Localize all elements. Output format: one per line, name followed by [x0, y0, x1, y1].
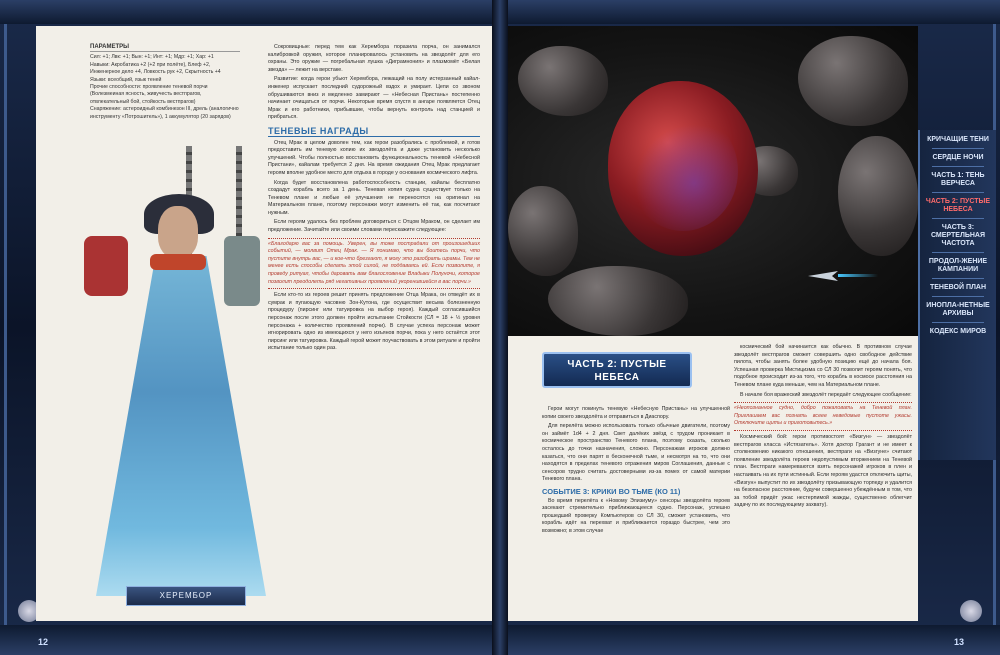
head: [158, 206, 198, 258]
paragraph: Отец Мрак в целом доволен тем, как герои разобрались с проблемой, и готов предоставить им теневую копию их звездолёта и даже установить несколько улучшений. Чтобы полностью восстановить функциональность теневой «Небесной Пристани», кайалам требуется 2 дня. На время ожидания Отец Мрак предлагает героям вполне удобное место для отдыха в городе у основания космического лифта.: [268, 139, 480, 176]
drill-weapon: [84, 236, 128, 296]
heart-station: [608, 81, 758, 256]
part-banner: ЧАСТЬ 2: ПУСТЫЕ НЕБЕСА: [542, 352, 692, 388]
starship: [808, 271, 838, 281]
herembor-illustration: [76, 166, 276, 606]
nav-item-part-3[interactable]: ЧАСТЬ 3: СМЕРТЕЛЬНАЯ ЧАСТОТА: [930, 224, 986, 247]
stat-line: Сил: +1; Лвк: +1; Вын: +1; Инт: +1; Мдр: +1; Хар: +1: [90, 54, 214, 61]
divider: [932, 166, 984, 167]
paragraph: Для перелёта можно использовать только обычные двигатели, поэтому он займёт 1d4 + 2 дня. Свет далёких звёзд с трудом проникает в космическое пространство Теневого плана, поэтому сказать, сколько осталось до точки назначения, сложно. Персонажам игроков должно казаться, что они парят в бесконечной тьме, и несмотря на то, что они находятся в пределах теневого отражения миров Соглашения, данные с сенсоров трудно считать достоверными из-за помех от самой материи Теневого плана.: [542, 423, 730, 483]
divider: [932, 252, 984, 253]
section-title: ТЕНЕВЫЕ НАГРАДЫ: [268, 128, 480, 137]
nav-item-codex-of-worlds[interactable]: КОДЕКС МИРОВ: [929, 328, 987, 335]
nav-item-campaign-continuation[interactable]: ПРОДОЛ-ЖЕНИЕ КАМПАНИИ: [928, 258, 988, 273]
nav-item-part-1[interactable]: ЧАСТЬ 1: ТЕНЬ ВЕРЧЕСА: [931, 172, 985, 187]
paragraph: космический бой начинается как обычно. В противном случае звездолёт вестпрагов сможет совершить одно свободное действие пилота, чтобы занять более удобную позицию ещё до начала боя. Успешная проверка Мистицизма со СЛ 30 позволит героям понять, что подобное происходит из-за того, что корабль в космосе расстояния на Теневом плане куда меньше, чем на Материальном плане.: [734, 344, 912, 388]
left-text-column: [268, 44, 480, 355]
divider: [932, 192, 984, 193]
divider: [932, 278, 984, 279]
right-page: [508, 26, 918, 621]
divider: [932, 148, 984, 149]
asteroid: [508, 186, 578, 276]
nav-item-screaming-shadows[interactable]: КРИЧАЩИЕ ТЕНИ: [927, 136, 989, 143]
page-number-right: 13: [953, 637, 964, 647]
engine-trail: [838, 274, 878, 277]
skull-ornament-right: [960, 600, 982, 622]
paragraph: Когда будет восстановлена работоспособность станции, кайалы бесплатно создадут корабль всего за 1 день. Теневая копия судна существует только на Теневом плане и любые её улучшения не переносятся на оригинал на Материальном плане, поэтому персонажи могут изменить её так, как посчитают нужным.: [268, 179, 480, 216]
paragraph: Развитие: когда герои убьют Херембора, лежащий на полу истерзанный кайал-инженер испускает последний судорожный вздох и умирает. Цепи со звоном обрушиваются вниз и медленно замирают — «Небесная Пристань» постепенно начинает очищаться от порчи. Некоторые время спустя в ангаре появляется Отец Мрак и его работники, прибывшие, чтобы вернуть контроль над станцией и прибраться.: [268, 76, 480, 121]
paragraph: В начале боя вражеский звездолёт передаёт следующее сообщение:: [740, 391, 912, 398]
event-title: СОБЫТИЕ 3: КРИКИ ВО ТЬМЕ (КО 11): [542, 486, 681, 496]
book-spine: [492, 0, 508, 655]
read-aloud-quote: «Благодарю вас за помощь. Уверен, вы тоже пострадали от произошедших событий, — молвит Отец Мрак. — Я понимаю, что вы боитесь порчи, что пустите внутрь вас, — и кое-что брезгают, я могу это разобрать шрамы. Тем не менее есть способы сделать этой силой, не поддаваясь ей. Если позволите, я проведу ритуал, чтобы даровать вам благословение Владыки Полуночи, которое позволит преодолеть ряд негативных проявлений укоренившейся в вас порчи.»: [268, 238, 480, 290]
paragraph: Герои могут покинуть теневую «Небесную Пристань» на улучшенной копии своего звездолёта и отправиться в Диаспору.: [542, 406, 730, 420]
divider: [932, 322, 984, 323]
read-aloud-quote: «Неопознанное судно, добро пожаловать на Теневой план. Приглашаем вас познать всеее неведомые пустоте ужасы. Отключите щиты и приготовьтесь.»: [734, 402, 912, 431]
divider: [932, 218, 984, 219]
stat-block-header: ПАРАМЕТРЫ: [90, 44, 240, 52]
nav-item-alien-archives[interactable]: ИНОПЛА-НЕТНЫЕ АРХИВЫ: [926, 302, 990, 317]
paragraph: Сокровищные: перед тем как Херембора поразила порча, он занимался калибровкой оружия, которое планировалось установить на звездолёт для его охраны. Это оружие — погребальная лушка «Диграмнония» и плазмомёт «Белая звезда» — лежит на верстаке.: [268, 44, 480, 73]
plasma-gun: [224, 236, 260, 306]
asteroid: [798, 36, 908, 126]
stat-line: Прочие способности: проявление теневой порчи (Волезмеиная ясность, живучесть вестпрагов, отвлекательный бой, стойкость вестпрагов): [90, 84, 208, 105]
scarf: [150, 254, 206, 270]
paragraph: Если кто-то из героев решит принять предложение Отца Мрака, он отведёт их в сумрак и пугающую часовню Зон-Кутона, где осуществит весьма болезненную процедуру (пирсинг или татуировка на выбор героя). Каждый согласившийся персонаж после этого должен пройти испытание Стойкости (СЛ = 18 + ½ уровня персонажа + количество проявлений порчи). В случае успеха персонаж может игнорировать одно из имеющихся у него изъянов порчи, пока у него остаётся этот пирсинг или татуировка. Каждый герой может поучаствовать в этом ритуале и пройти испытание только один раз.: [268, 292, 480, 352]
asteroid: [548, 266, 688, 336]
right-text-column-a: [542, 406, 730, 538]
right-text-column-b: [734, 344, 912, 512]
left-page: [36, 26, 492, 621]
nav-item-heart-of-night[interactable]: СЕРДЦЕ НОЧИ: [932, 154, 984, 161]
asteroid: [518, 46, 608, 116]
divider: [932, 296, 984, 297]
space-heart-illustration: [508, 26, 918, 336]
paragraph: Космический бой: герои противостоят «Визгун» — звездолёт вестпрагов класса «Истязатель». Хотя доктор Грагант и не имеет к столкновению никакого отношения, вестпраги на «Визгуне» считают появление звездолёта героев недопустимым вторжением на Теневой план. Вестпраги намереваются взять персонажей игроков в плен и настаивать на их пути истинный. Если героям удастся отключить щиты, «Визгун» выпустит по их звездолёту призывающую торпеду и удалится на безопасное расстояние, будучи совершенно убеждённым в том, что за тобой придёт ужас нестерпимой жажды, существенно облегчит задачу по их последующему захвату).: [734, 433, 912, 509]
nav-item-part-2[interactable]: ЧАСТЬ 2: ПУСТЫЕ НЕБЕСА: [925, 198, 991, 213]
asteroid: [838, 136, 918, 256]
robe: [96, 256, 266, 596]
chapter-nav: [918, 130, 996, 460]
stat-line: Языки: всеобщий, язык теней: [90, 76, 162, 83]
figure-caption: ХЕРЕМБОР: [126, 586, 246, 606]
stat-block: [90, 44, 240, 121]
stat-line: Навыки: Акробатика +2 (+2 при полёте), Блеф +2, Инженерное дело +4, Ловкость рук +2, Скрытность +4: [90, 61, 221, 76]
nav-item-shadow-plane[interactable]: ТЕНЕВОЙ ПЛАН: [929, 284, 987, 291]
page-number-left: 12: [38, 637, 49, 647]
paragraph: Во время перелёта к «Новому Элизиуму» сенсоры звездолёта героев засекают стремительно приближающееся судно. Персонаж, успешно прошедший проверку Компьютеров со СЛ 30, сможет установить, что корабль идёт на перехват и приближается гораздо быстрее, чем это возможно; в этом случае: [542, 497, 730, 534]
stat-line: Снаряжение: астероидный комбинезон III, дрель (аналогично инструменту «Потрошитель»), 1 аккумулятор (20 зарядов): [90, 106, 239, 120]
paragraph: Если героям удалось без проблем договориться с Отцом Мраком, он сделает им предложение. Зачитайте или своими словами перескажите следующее:: [268, 219, 480, 234]
